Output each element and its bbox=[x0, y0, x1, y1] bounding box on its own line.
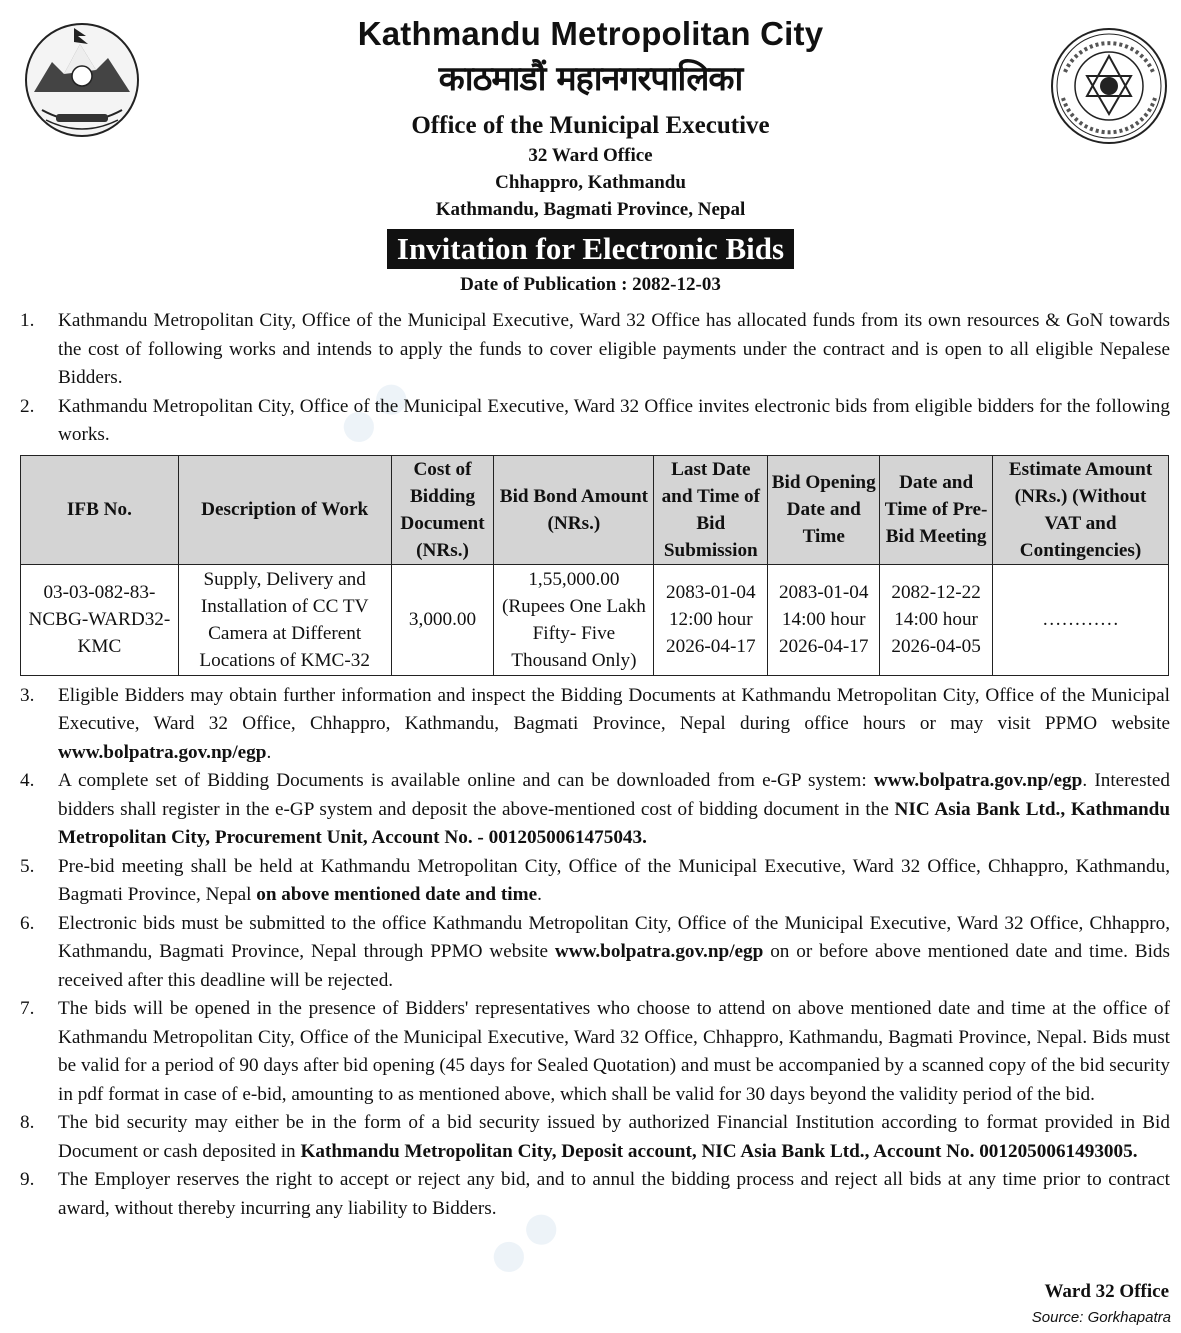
notice-body bbox=[20, 307, 1170, 1223]
column-header: Date and Time of Pre-Bid Meeting bbox=[880, 455, 993, 564]
ifb-number: 03-03-082-83-NCBG-WARD32-KMC bbox=[21, 564, 179, 675]
column-header: Bid Opening Date and Time bbox=[768, 455, 880, 564]
location: Chhappro, Kathmandu bbox=[495, 172, 686, 193]
city-title: Kathmandu Metropolitan City bbox=[357, 15, 824, 52]
table-row bbox=[21, 564, 1169, 675]
estimate-amount: ………… bbox=[993, 564, 1169, 675]
bid-opening: 2083-01-04 14:00 hour 2026-04-17 bbox=[768, 564, 880, 675]
column-header: IFB No. bbox=[21, 455, 179, 564]
bank-account-text: NIC Asia Bank Ltd., Kathmandu Metropolitan City, Procurement Unit, Account No. - 0012050061475043. bbox=[58, 798, 1170, 848]
ward-office: 32 Ward Office bbox=[528, 145, 653, 166]
watermark: ●● bbox=[314, 352, 430, 468]
column-header: Cost of Bidding Document (NRs.) bbox=[391, 455, 494, 564]
bid-bond-amount: 1,55,000.00 (Rupees One Lakh Fifty- Five Thousand Only) bbox=[494, 564, 654, 675]
office-title: Office of the Municipal Executive bbox=[411, 112, 770, 139]
source-credit: Source: Gorkhapatra bbox=[1031, 1309, 1171, 1326]
table-header-row bbox=[21, 455, 1169, 564]
notice-title-banner: Invitation for Electronic Bids bbox=[387, 229, 794, 269]
list-item: 1. Kathmandu Metropolitan City, Office of the Municipal Executive, Ward 32 Office has allocated funds from its own resources & GoN towards the cost of following works and intends to apply the funds to cover eligible payments under the contract and is open to all eligible Nepalese Bidders. bbox=[20, 310, 1170, 388]
list-item: 5. Pre-bid meeting shall be held at Kathmandu Metropolitan City, Office of the Municipal Executive, Ward 32 Office, Chhappro, Kathmandu, Bagmati Province, Nepal on above mentioned date and time. bbox=[20, 855, 1170, 905]
website-link-text: www.bolpatra.gov.np/egp bbox=[58, 741, 267, 763]
website-link-text: www.bolpatra.gov.np/egp bbox=[554, 941, 764, 962]
work-description: Supply, Delivery and Installation of CC TV Camera at Different Locations of KMC-32 bbox=[178, 564, 391, 675]
list-item: 3. Eligible Bidders may obtain further information and inspect the Bidding Documents at Kathmandu Metropolitan City, Office of the Municipal Executive, Ward 32 Office, Chhappro, Kathmandu, Bagmati Province, Nepal during office hours or may visit PPMO website www.bolpatra.gov.np/egp. bbox=[20, 684, 1170, 763]
document-cost: 3,000.00 bbox=[391, 564, 494, 675]
list-item: 8. The bid security may either be in the form of a bid security issued by authorized Financial Institution according to format provided in Bid Document or cash deposited in Kathmandu Metropolitan City, Deposit account, NIC Asia Bank Ltd., Account No. 0012050061493005. bbox=[20, 1112, 1170, 1162]
signoff: Ward 32 Office bbox=[1044, 1281, 1169, 1302]
submission-deadline: 2083-01-04 12:00 hour 2026-04-17 bbox=[654, 564, 768, 675]
province: Kathmandu, Bagmati Province, Nepal bbox=[435, 199, 746, 220]
website-link-text: www.bolpatra.gov.np/egp bbox=[873, 770, 1083, 791]
list-item: 2. Kathmandu Metropolitan City, Office of the Municipal Executive, Ward 32 Office invites electronic bids from eligible bidders for the following works. bbox=[20, 395, 1170, 445]
bids-table bbox=[20, 455, 1169, 676]
list-item: 4. A complete set of Bidding Documents is available online and can be downloaded from e-GP system: www.bolpatra.gov.np/egp. Interested bidders shall register in the e-GP system and deposit the above-mentioned cost of bidding document in the NIC Asia Bank Ltd., Kathmandu Metropolitan City, Procurement Unit, Account No. - 0012050061475043. bbox=[20, 770, 1170, 848]
prebid-meeting: 2082-12-22 14:00 hour 2026-04-05 bbox=[880, 564, 993, 675]
column-header: Estimate Amount (NRs.) (Without VAT and Contingencies) bbox=[993, 455, 1169, 564]
column-header: Last Date and Time of Bid Submission bbox=[654, 455, 768, 564]
list-item: 9. The Employer reserves the right to accept or reject any bid, and to annul the bidding process and reject all bids at any time prior to contract award, without thereby incurring any liability to Bidders. bbox=[20, 1169, 1170, 1219]
list-item: 7. The bids will be opened in the presence of Bidders' representatives who choose to attend on above mentioned date and time at the office of Kathmandu Metropolitan City, Office of the Municipal Executive, Ward 32 Office, Chhappro, Kathmandu, Bagmati Province, Nepal. Bids must be valid for a period of 90 days after bid opening (45 days for Sealed Quotation) and must be accompanied by a scanned copy of the bid security in pdf format in case of e-bid, amounting to as mentioned above, which shall be valid for 30 days beyond the validity period of the bid. bbox=[20, 998, 1170, 1105]
publication-date: Date of Publication : 2082-12-03 bbox=[460, 274, 721, 295]
column-header: Description of Work bbox=[178, 455, 391, 564]
list-item: 6. Electronic bids must be submitted to the office Kathmandu Metropolitan City, Office of the Municipal Executive, Ward 32 Office, Chhappro, Kathmandu, Bagmati Province, Nepal through PPMO website www.bolpatra.gov.np/egp on or before above mentioned date and time. Bids received after this deadline will be rejected. bbox=[20, 912, 1170, 991]
watermark: ●● bbox=[464, 1182, 580, 1298]
city-title-nepali: काठमाडौं महानगरपालिका bbox=[438, 59, 743, 99]
notice-header bbox=[0, 14, 1181, 298]
deposit-account-text: Kathmandu Metropolitan City, Deposit account, NIC Asia Bank Ltd., Account No. 0012050061493005. bbox=[300, 1140, 1138, 1162]
column-header: Bid Bond Amount (NRs.) bbox=[494, 455, 654, 564]
